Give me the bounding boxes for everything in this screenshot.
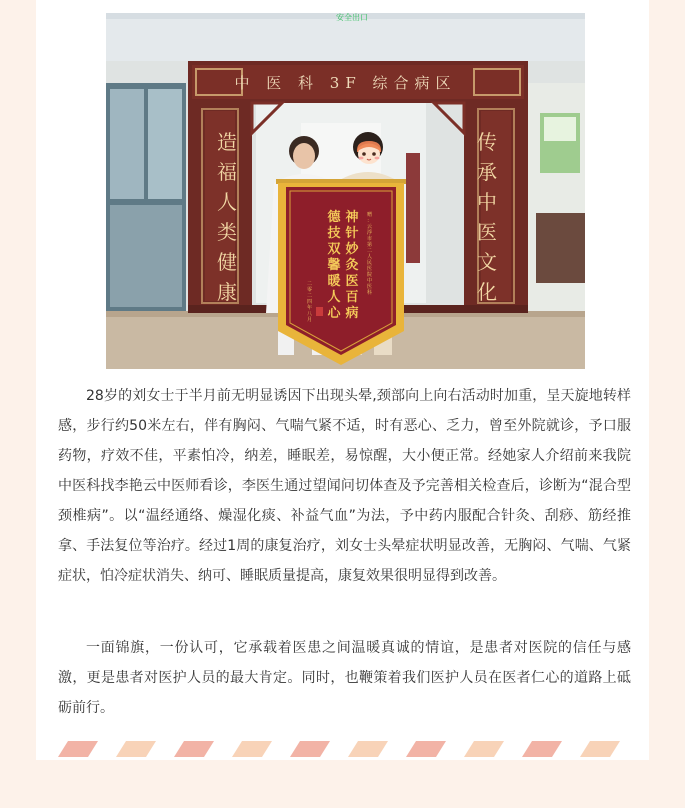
stripe (580, 741, 620, 757)
stripe (290, 741, 330, 757)
banner-dedication: 赠 ： 云 浮 市 第 二 人 民 医 院 中 医 科 (366, 212, 372, 296)
banner-line-1: 神 针 妙 灸 医 百 病 (345, 210, 359, 321)
banner-photo (106, 13, 585, 369)
stripe (522, 741, 562, 757)
face-sticker-icon (354, 139, 384, 165)
stripe (58, 741, 98, 757)
couplet-right: 传 承 中 医 文 化 (477, 130, 497, 304)
stripe (232, 741, 272, 757)
stripe (174, 741, 214, 757)
stripe (406, 741, 446, 757)
stripe (116, 741, 156, 757)
stripe-pattern (58, 741, 631, 757)
stripe (464, 741, 504, 757)
banner-date: 二 零 二 四 年 八 月 (306, 281, 312, 323)
decorative-stripes (58, 741, 631, 757)
stripe (348, 741, 388, 757)
exit-sign: 安全出口 (336, 13, 368, 22)
couplet-left: 造 福 人 类 健 康 (217, 130, 237, 304)
article-paragraph-2: 一面锦旗，一份认可，它承载着医患之间温暖真诚的情谊，是患者对医院的信任与感激，更是患者对医护人员的最大肯定。同时，也鞭策着我们医护人员在医者仁心的道路上砥砺前行。 (58, 640, 631, 716)
article-paragraph-1: 28岁的刘女士于半月前无明显诱因下出现头晕,颈部向上向右活动时加重，呈天旋地转样感，步行约50米左右，伴有胸闷、气喘气紧不适，时有恶心、乏力，曾至外院就诊，予口服药物，疗效不佳，平素怕冷，纳差，睡眠差，易惊醒，大小便正常。经她家人介绍前来我院中医科找李艳云中医师看诊，李医生通过望闻问切体查及予完善相关检查后，诊断为“混合型颈椎病”。以“温经通络、燥湿化痰、补益气血”为法，予中药内服配合针灸、刮痧、筋经推拿、手法复位等治疗。经过1周的康复治疗，刘女士头晕症状明显改善，无胸闷、气喘、气紧症状，怕冷症状消失、纳可、睡眠质量提高，康复效果很明显得到改善。 (58, 388, 631, 584)
banner-line-2: 德 技 双 馨 暖 人 心 (327, 210, 341, 321)
ward-sign: 中 医 科 3F 综合病区 (234, 74, 457, 92)
